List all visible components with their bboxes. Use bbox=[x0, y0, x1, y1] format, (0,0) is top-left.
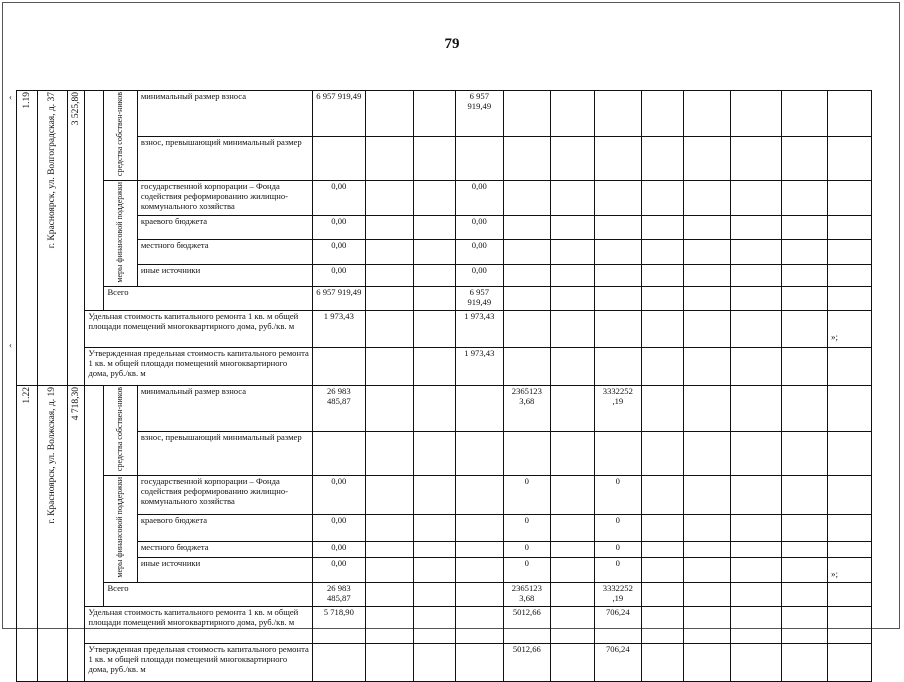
table-cell bbox=[455, 541, 503, 557]
table-cell bbox=[413, 215, 455, 240]
address-cell bbox=[38, 386, 68, 681]
table-cell: 5 718,90 bbox=[312, 606, 365, 643]
table-cell bbox=[365, 180, 413, 215]
table-cell bbox=[365, 348, 413, 386]
row-label: иные источники bbox=[137, 557, 312, 582]
row-label: краевого бюджета bbox=[137, 514, 312, 541]
table-cell bbox=[641, 582, 683, 606]
table-cell bbox=[683, 514, 730, 541]
row-label: Удельная стоимость капитального ремонта 1 кв. м общей площади помещений многоквартирного дома, руб./кв. м bbox=[85, 311, 312, 348]
table-cell bbox=[683, 240, 730, 265]
table-cell bbox=[641, 476, 683, 514]
row-label: государственной корпорации – Фонда содействия реформированию жилищно-коммунального хозяйства bbox=[137, 476, 312, 514]
table-cell bbox=[594, 136, 641, 180]
area-cell bbox=[68, 91, 85, 386]
table-cell: 6 957 919,49 bbox=[455, 91, 503, 137]
table-cell bbox=[730, 311, 781, 348]
table-cell bbox=[365, 240, 413, 265]
table-cell bbox=[413, 643, 455, 681]
table-cell bbox=[455, 136, 503, 180]
table-cell bbox=[550, 287, 594, 311]
block-number-cell bbox=[17, 386, 38, 681]
address-cell bbox=[38, 91, 68, 386]
table-cell bbox=[683, 386, 730, 432]
table-cell bbox=[827, 643, 871, 681]
table-cell: 1 973,43 bbox=[455, 311, 503, 348]
table-cell bbox=[594, 264, 641, 287]
table-cell: 2365123 3,68 bbox=[503, 386, 550, 432]
table-cell bbox=[641, 311, 683, 348]
table-cell bbox=[594, 240, 641, 265]
table-cell bbox=[730, 582, 781, 606]
table-cell bbox=[312, 136, 365, 180]
table-cell bbox=[413, 91, 455, 137]
table-cell: 0,00 bbox=[312, 180, 365, 215]
table-cell bbox=[550, 348, 594, 386]
table-cell bbox=[683, 215, 730, 240]
table-cell bbox=[455, 386, 503, 432]
own-funds-group bbox=[104, 91, 137, 181]
table-cell bbox=[683, 476, 730, 514]
table-cell: 0 bbox=[503, 476, 550, 514]
table-cell bbox=[781, 606, 827, 643]
table-cell bbox=[413, 432, 455, 476]
table-row bbox=[17, 348, 872, 386]
support-group bbox=[104, 476, 137, 582]
table-cell bbox=[730, 432, 781, 476]
table-cell: 0,00 bbox=[312, 514, 365, 541]
table-cell bbox=[550, 582, 594, 606]
table-cell bbox=[683, 432, 730, 476]
table-cell bbox=[594, 311, 641, 348]
table-cell: 6 957 919,49 bbox=[312, 91, 365, 137]
table-row bbox=[17, 215, 872, 240]
table-cell bbox=[781, 215, 827, 240]
table-cell bbox=[413, 240, 455, 265]
table-cell bbox=[781, 514, 827, 541]
table-cell bbox=[781, 264, 827, 287]
table-cell bbox=[413, 606, 455, 643]
table-cell bbox=[730, 180, 781, 215]
table-cell bbox=[413, 582, 455, 606]
table-row bbox=[17, 476, 872, 514]
table-cell bbox=[365, 476, 413, 514]
table-cell bbox=[365, 264, 413, 287]
table-cell: 0 bbox=[594, 541, 641, 557]
table-cell bbox=[683, 136, 730, 180]
table-cell bbox=[550, 215, 594, 240]
table-cell bbox=[550, 606, 594, 643]
table-cell bbox=[365, 311, 413, 348]
table-cell: 0,00 bbox=[455, 180, 503, 215]
table-cell: 3332252 ,19 bbox=[594, 386, 641, 432]
table-row bbox=[17, 606, 872, 643]
table-cell bbox=[827, 606, 871, 643]
table-cell bbox=[365, 606, 413, 643]
table-cell bbox=[683, 180, 730, 215]
table-cell bbox=[683, 541, 730, 557]
table-cell: 706,24 bbox=[594, 606, 641, 643]
table-cell: 0,00 bbox=[312, 264, 365, 287]
house-address: г. Красноярск, ул. Волгоградская, д. 37 bbox=[47, 92, 58, 249]
table-cell bbox=[781, 136, 827, 180]
support-label: меры финансовой поддержки bbox=[115, 181, 125, 283]
table-row bbox=[17, 432, 872, 476]
table-row bbox=[17, 311, 872, 348]
table-cell bbox=[730, 514, 781, 541]
table-cell bbox=[365, 287, 413, 311]
table-cell bbox=[781, 541, 827, 557]
table-row bbox=[17, 136, 872, 180]
table-cell: 0 bbox=[594, 476, 641, 514]
table-cell: 5012,66 bbox=[503, 606, 550, 643]
table-cell bbox=[641, 136, 683, 180]
table-row bbox=[17, 541, 872, 557]
table-cell bbox=[683, 264, 730, 287]
table-cell bbox=[730, 541, 781, 557]
table-cell bbox=[550, 264, 594, 287]
table-cell bbox=[413, 514, 455, 541]
table-cell bbox=[365, 582, 413, 606]
table-cell: 1 973,43 bbox=[312, 311, 365, 348]
table-cell bbox=[641, 514, 683, 541]
own-funds-label: средства собствен-ников bbox=[115, 387, 125, 472]
house-address: г. Красноярск, ул. Волжская, д. 19 bbox=[47, 387, 58, 524]
table-cell bbox=[827, 215, 871, 240]
table-cell bbox=[594, 287, 641, 311]
end-mark: »; bbox=[831, 332, 839, 342]
table-cell bbox=[827, 432, 871, 476]
table-cell: 0,00 bbox=[455, 264, 503, 287]
table-row bbox=[17, 582, 872, 606]
table-cell bbox=[683, 311, 730, 348]
table-cell bbox=[781, 476, 827, 514]
table-cell bbox=[641, 264, 683, 287]
table-cell bbox=[550, 432, 594, 476]
table-cell bbox=[550, 240, 594, 265]
row-label: взнос, превышающий минимальный размер bbox=[137, 432, 312, 476]
area-cell bbox=[68, 386, 85, 681]
table-row bbox=[17, 643, 872, 681]
row-label: Всего bbox=[104, 582, 312, 606]
table-cell bbox=[641, 386, 683, 432]
table-cell bbox=[827, 91, 871, 137]
table-cell bbox=[641, 606, 683, 643]
table-cell bbox=[730, 91, 781, 137]
table-cell bbox=[413, 557, 455, 582]
row-label: Утвержденная предельная стоимость капитального ремонта 1 кв. м общей площади помещений многоквартирного дома, руб./кв. м bbox=[85, 348, 312, 386]
table-cell bbox=[781, 643, 827, 681]
table-cell bbox=[365, 215, 413, 240]
table-row bbox=[17, 557, 872, 582]
table-cell bbox=[827, 348, 871, 386]
table-cell bbox=[730, 136, 781, 180]
table-cell bbox=[413, 180, 455, 215]
table-cell bbox=[781, 432, 827, 476]
row-label: Всего bbox=[104, 287, 312, 311]
support-label: меры финансовой поддержки bbox=[115, 477, 125, 578]
table-cell bbox=[730, 264, 781, 287]
house-area: 4 718,30 bbox=[71, 387, 81, 421]
table-cell bbox=[641, 541, 683, 557]
support-group bbox=[104, 180, 137, 286]
table-cell bbox=[781, 180, 827, 215]
table-cell bbox=[503, 287, 550, 311]
row-label: Удельная стоимость капитального ремонта 1 кв. м общей площади помещений многоквартирного дома, руб./кв. м bbox=[85, 606, 312, 643]
table-cell bbox=[730, 348, 781, 386]
table-cell bbox=[503, 264, 550, 287]
table-cell bbox=[365, 136, 413, 180]
table-row bbox=[17, 91, 872, 137]
table-cell bbox=[730, 215, 781, 240]
house-area: 3 525,80 bbox=[71, 92, 81, 126]
table-cell: 0 bbox=[503, 541, 550, 557]
table-cell bbox=[641, 91, 683, 137]
table-cell bbox=[365, 432, 413, 476]
table-cell bbox=[312, 643, 365, 681]
table-cell bbox=[641, 557, 683, 582]
table-cell bbox=[550, 541, 594, 557]
table-cell bbox=[683, 643, 730, 681]
table-row bbox=[17, 180, 872, 215]
table-cell bbox=[413, 287, 455, 311]
table-cell bbox=[827, 136, 871, 180]
row-label: Утвержденная предельная стоимость капитального ремонта 1 кв. м общей площади помещений многоквартирного дома, руб./кв. м bbox=[85, 643, 312, 681]
table-cell bbox=[312, 432, 365, 476]
table-cell bbox=[85, 91, 104, 311]
table-cell: 6 957 919,49 bbox=[312, 287, 365, 311]
table-cell bbox=[413, 348, 455, 386]
table-cell bbox=[827, 557, 871, 582]
repair-cost-table bbox=[16, 90, 872, 682]
table-cell bbox=[85, 386, 104, 606]
table-cell bbox=[413, 136, 455, 180]
table-cell bbox=[550, 557, 594, 582]
table-cell bbox=[730, 287, 781, 311]
table-cell bbox=[365, 541, 413, 557]
table-row bbox=[17, 287, 872, 311]
table-cell bbox=[365, 557, 413, 582]
table-cell bbox=[594, 91, 641, 137]
row-label: минимальный размер взноса bbox=[137, 91, 312, 137]
table-cell bbox=[827, 287, 871, 311]
table-cell bbox=[781, 91, 827, 137]
table-cell bbox=[641, 240, 683, 265]
table-cell: 26 983 485,87 bbox=[312, 386, 365, 432]
table-cell bbox=[827, 180, 871, 215]
table-row bbox=[17, 240, 872, 265]
table-cell: 0,00 bbox=[312, 240, 365, 265]
table-cell bbox=[827, 311, 871, 348]
table-cell bbox=[641, 643, 683, 681]
table-cell bbox=[455, 606, 503, 643]
block-number-cell bbox=[17, 91, 38, 386]
table-cell bbox=[550, 91, 594, 137]
table-cell bbox=[455, 514, 503, 541]
table-cell bbox=[365, 386, 413, 432]
table-cell: 0 bbox=[503, 514, 550, 541]
table-cell bbox=[455, 476, 503, 514]
table-cell bbox=[730, 476, 781, 514]
table-cell bbox=[730, 557, 781, 582]
table-cell bbox=[365, 91, 413, 137]
table-cell bbox=[827, 240, 871, 265]
table-cell bbox=[594, 432, 641, 476]
table-cell bbox=[641, 432, 683, 476]
table-cell: 706,24 bbox=[594, 643, 641, 681]
table-cell bbox=[550, 514, 594, 541]
table-cell bbox=[781, 557, 827, 582]
table-cell bbox=[781, 348, 827, 386]
table-cell: 2365123 3,68 bbox=[503, 582, 550, 606]
table-cell bbox=[503, 432, 550, 476]
table-cell bbox=[730, 386, 781, 432]
row-label: краевого бюджета bbox=[137, 215, 312, 240]
table-cell bbox=[503, 180, 550, 215]
table-cell bbox=[594, 348, 641, 386]
table-cell: 0,00 bbox=[312, 215, 365, 240]
row-label: местного бюджета bbox=[137, 541, 312, 557]
table-cell bbox=[781, 311, 827, 348]
table-cell bbox=[550, 180, 594, 215]
table-cell: 3332252 ,19 bbox=[594, 582, 641, 606]
table-cell bbox=[503, 240, 550, 265]
own-funds-group bbox=[104, 386, 137, 476]
table-cell bbox=[683, 582, 730, 606]
table-cell bbox=[550, 643, 594, 681]
table-cell bbox=[827, 514, 871, 541]
table-cell: 0,00 bbox=[455, 240, 503, 265]
table-cell bbox=[683, 557, 730, 582]
row-label: минимальный размер взноса bbox=[137, 386, 312, 432]
table-row bbox=[17, 514, 872, 541]
table-cell bbox=[641, 287, 683, 311]
table-cell: 0 bbox=[503, 557, 550, 582]
table-cell bbox=[455, 432, 503, 476]
table-cell bbox=[550, 311, 594, 348]
page-number: 79 bbox=[444, 36, 460, 52]
table-cell: 0 bbox=[594, 557, 641, 582]
table-cell: 0,00 bbox=[312, 476, 365, 514]
table-cell bbox=[455, 643, 503, 681]
table-cell bbox=[683, 91, 730, 137]
row-label: иные источники bbox=[137, 264, 312, 287]
table-cell bbox=[781, 240, 827, 265]
table-cell: 0,00 bbox=[455, 215, 503, 240]
table-cell bbox=[550, 386, 594, 432]
table-row bbox=[17, 264, 872, 287]
table-cell bbox=[413, 541, 455, 557]
table-cell bbox=[781, 582, 827, 606]
block-number: 1.19 bbox=[21, 92, 32, 109]
margin-tick: ‹ bbox=[9, 340, 12, 350]
table-cell bbox=[683, 606, 730, 643]
table-cell bbox=[550, 136, 594, 180]
table-cell bbox=[503, 215, 550, 240]
table-cell bbox=[730, 240, 781, 265]
table-cell: 6 957 919,49 bbox=[455, 287, 503, 311]
margin-tick: ‹ bbox=[9, 92, 12, 102]
table-cell bbox=[312, 348, 365, 386]
table-cell bbox=[827, 264, 871, 287]
table-cell bbox=[827, 582, 871, 606]
table-cell bbox=[413, 386, 455, 432]
table-cell: 5012,66 bbox=[503, 643, 550, 681]
table-cell: 26 983 485,87 bbox=[312, 582, 365, 606]
table-cell bbox=[413, 311, 455, 348]
row-label: местного бюджета bbox=[137, 240, 312, 265]
table-cell bbox=[413, 264, 455, 287]
row-label: взнос, превышающий минимальный размер bbox=[137, 136, 312, 180]
table-cell bbox=[781, 287, 827, 311]
block-number: 1.22 bbox=[21, 387, 32, 404]
table-cell bbox=[730, 606, 781, 643]
table-cell: 1 973,43 bbox=[455, 348, 503, 386]
table-cell bbox=[827, 541, 871, 557]
table-cell bbox=[827, 476, 871, 514]
table-cell bbox=[503, 348, 550, 386]
table-cell: 0,00 bbox=[312, 557, 365, 582]
table-cell bbox=[365, 643, 413, 681]
table-cell bbox=[641, 348, 683, 386]
table-cell bbox=[455, 557, 503, 582]
table-cell bbox=[730, 643, 781, 681]
table-cell bbox=[413, 476, 455, 514]
table-cell bbox=[641, 180, 683, 215]
table-cell bbox=[365, 514, 413, 541]
end-mark: »; bbox=[831, 569, 839, 579]
table-cell bbox=[503, 136, 550, 180]
table-cell bbox=[503, 91, 550, 137]
own-funds-label: средства собствен-ников bbox=[115, 92, 125, 177]
table-cell: 0,00 bbox=[312, 541, 365, 557]
table-cell bbox=[683, 287, 730, 311]
table-cell bbox=[683, 348, 730, 386]
table-cell bbox=[641, 215, 683, 240]
table-cell bbox=[550, 476, 594, 514]
row-label: государственной корпорации – Фонда содействия реформированию жилищно-коммунального хозяйства bbox=[137, 180, 312, 215]
table-cell bbox=[594, 180, 641, 215]
table-cell bbox=[503, 311, 550, 348]
table-cell bbox=[594, 215, 641, 240]
table-cell: 0 bbox=[594, 514, 641, 541]
table-cell bbox=[781, 386, 827, 432]
table-cell bbox=[455, 582, 503, 606]
table-row bbox=[17, 386, 872, 432]
table-cell bbox=[827, 386, 871, 432]
